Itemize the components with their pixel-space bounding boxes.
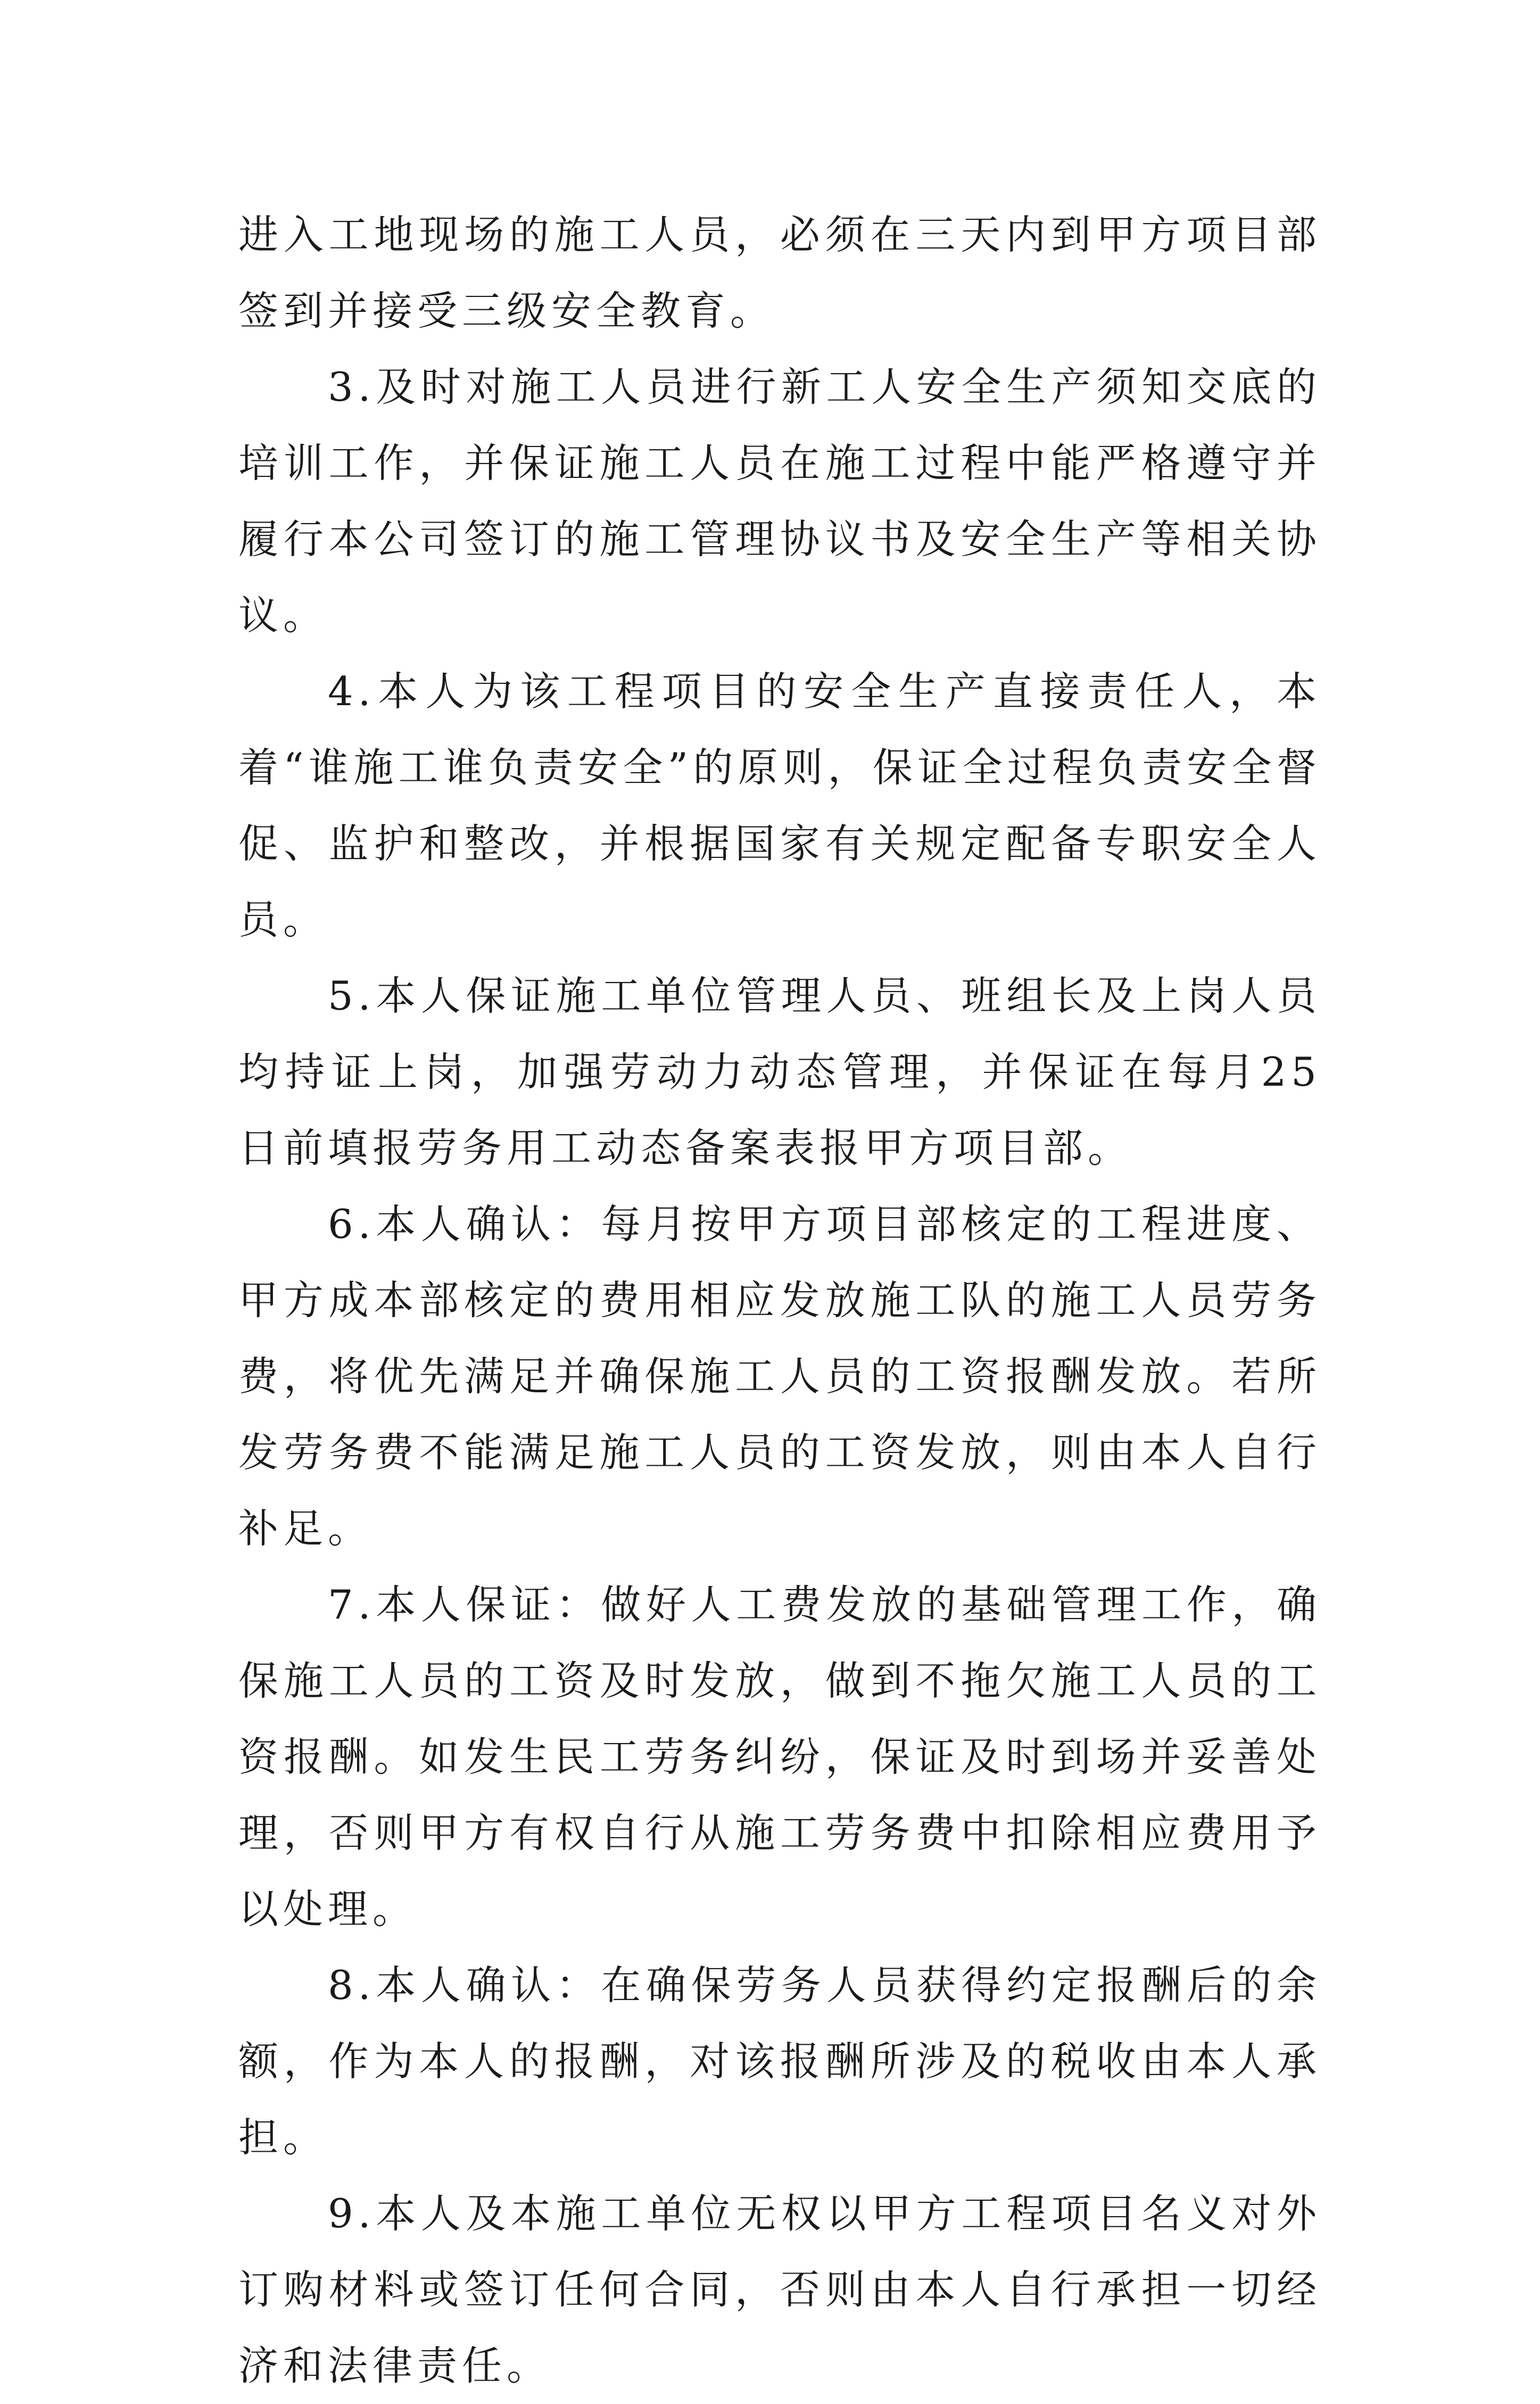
paragraph-item-9: 9.本人及本施工单位无权以甲方工程项目名义对外订购材料或签订任何合同，否则由本人自行承担一切经济和法律责任。 bbox=[238, 2190, 1321, 2389]
document-body bbox=[238, 197, 1321, 2404]
paragraph-continuation: 进入工地现场的施工人员，必须在三天内到甲方项目部签到并接受三级安全教育。 bbox=[238, 211, 1321, 334]
paragraph-item-4: 4.本人为该工程项目的安全生产直接责任人，本着“谁施工谁负责安全”的原则，保证全过程负责安全督促、监护和整改，并根据国家有关规定配备专职安全人员。 bbox=[238, 668, 1321, 943]
paragraph-item-5: 5.本人保证施工单位管理人员、班组长及上岗人员均持证上岗，加强劳动力动态管理，并保证在每月25日前填报劳务用工动态备案表报甲方项目部。 bbox=[238, 972, 1321, 1171]
paragraph-item-6: 6.本人确认：每月按甲方项目部核定的工程进度、甲方成本部核定的费用相应发放施工队的施工人员劳务费，将优先满足并确保施工人员的工资报酬发放。若所发劳务费不能满足施工人员的工资发放，则由本人自行补足。 bbox=[238, 1201, 1321, 1552]
paragraph-item-7: 7.本人保证：做好人工费发放的基础管理工作，确保施工人员的工资及时发放，做到不拖欠施工人员的工资报酬。如发生民工劳务纠纷，保证及时到场并妥善处理，否则甲方有权自行从施工劳务费中扣除相应费用予以处理。 bbox=[238, 1581, 1321, 1932]
paragraph-item-8: 8.本人确认：在确保劳务人员获得约定报酬后的余额，作为本人的报酬，对该报酬所涉及的税收由本人承担。 bbox=[238, 1962, 1321, 2161]
paragraph-item-3: 3.及时对施工人员进行新工人安全生产须知交底的培训工作，并保证施工人员在施工过程中能严格遵守并履行本公司签订的施工管理协议书及安全生产等相关协议。 bbox=[238, 364, 1321, 639]
